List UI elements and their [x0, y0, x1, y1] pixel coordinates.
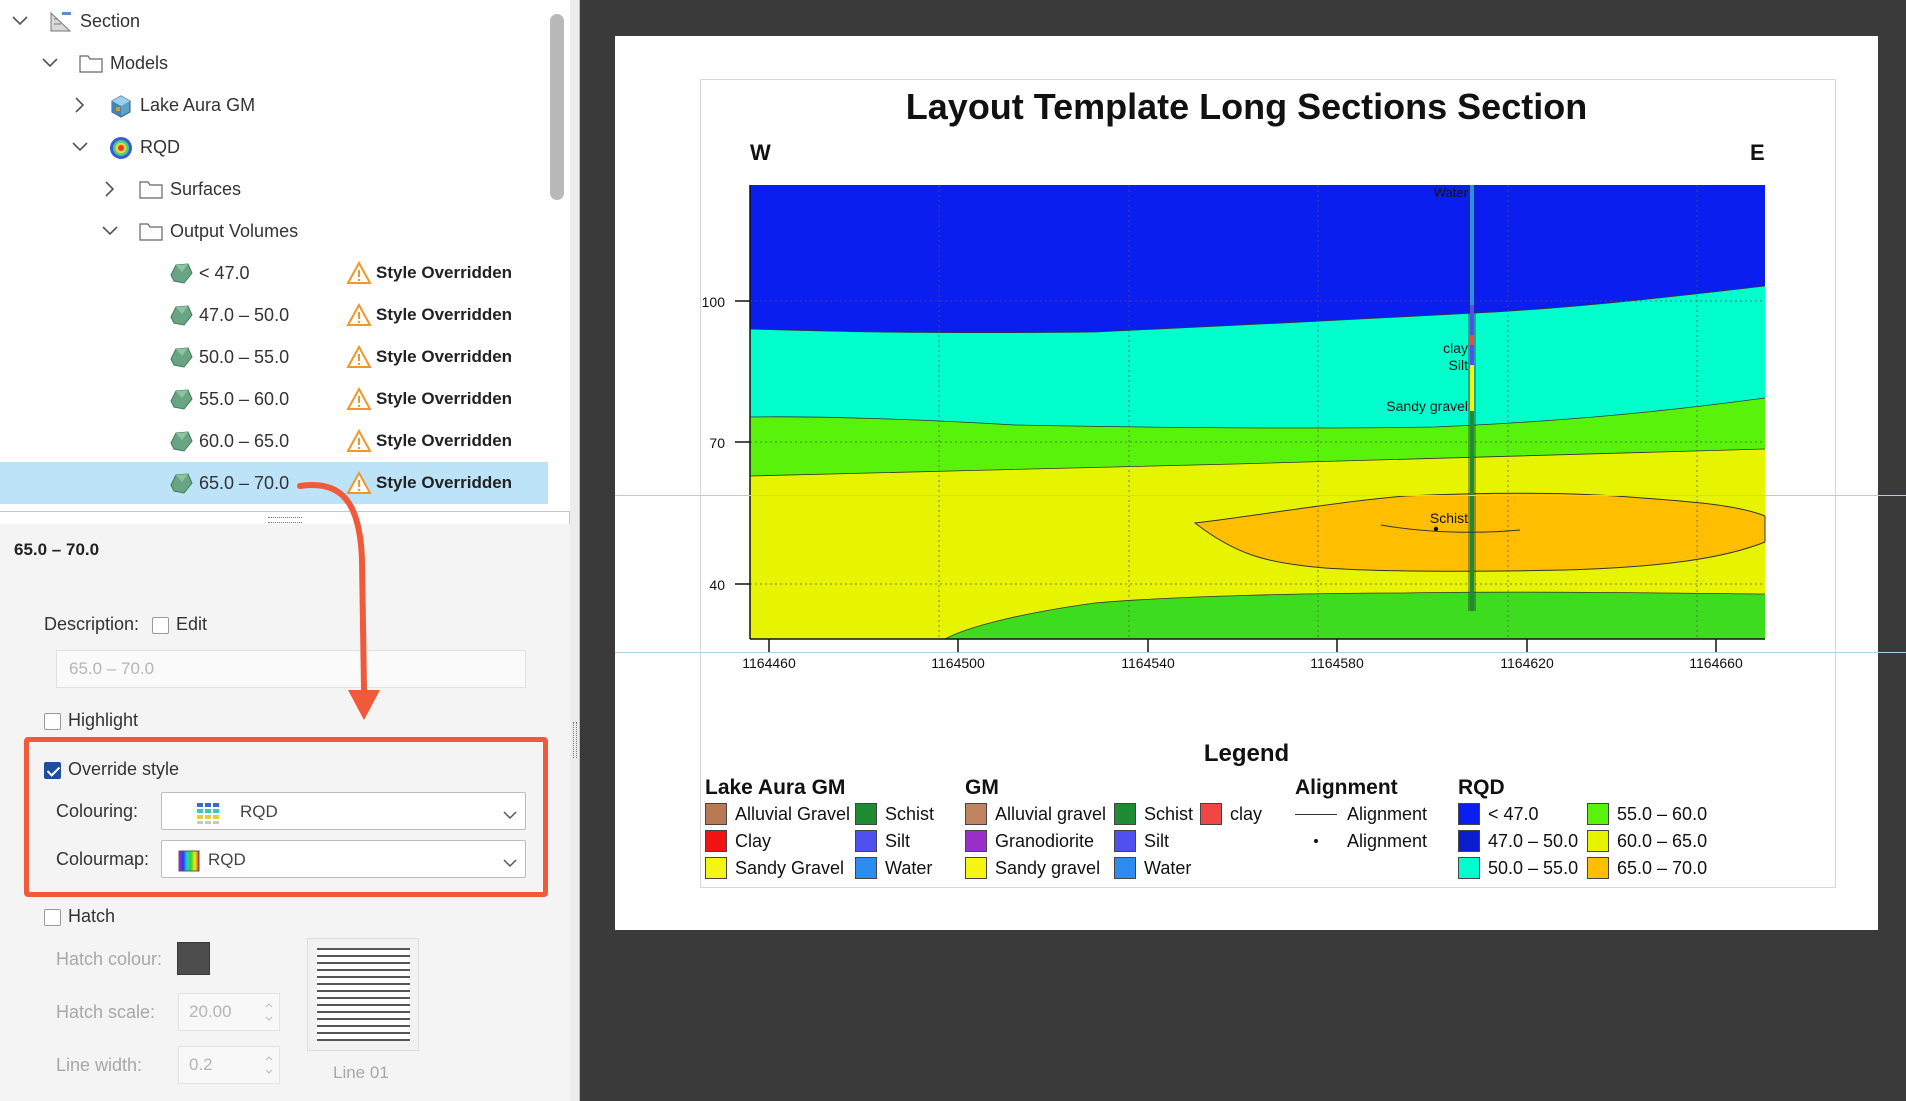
tree-item-rqd[interactable]: [0, 126, 548, 168]
legend-swatch: [965, 803, 987, 825]
volume-label: < 47.0: [199, 262, 250, 283]
legend-label: 47.0 – 50.0: [1488, 830, 1579, 851]
override-style-checkbox[interactable]: [44, 762, 61, 779]
tree-item-volume-selected[interactable]: [0, 462, 548, 504]
legend-item: [965, 856, 1100, 880]
legend-item: [1114, 856, 1191, 880]
legend-label: Water: [1144, 857, 1192, 878]
spin-down-icon[interactable]: [265, 1069, 273, 1075]
volume-label: 47.0 – 50.0: [199, 304, 290, 325]
legend-swatch: [1587, 857, 1609, 879]
override-style-label: Override style: [68, 759, 180, 779]
x-tick-label: 1164500: [931, 655, 985, 671]
legend-label: Clay: [735, 830, 772, 851]
legend-swatch: [1114, 803, 1136, 825]
alignment-point-symbol: [1295, 830, 1337, 852]
tree-item-label: Lake Aura GM: [140, 94, 256, 115]
legend-label: Granodiorite: [995, 830, 1095, 851]
chevron-down-icon[interactable]: [69, 136, 91, 158]
highlight-checkbox[interactable]: [44, 713, 61, 730]
x-tick-label: 1164620: [1500, 655, 1554, 671]
status-text: Style Overridden: [376, 431, 513, 450]
status-text: Style Overridden: [376, 305, 513, 324]
chevron-down-icon[interactable]: [99, 220, 121, 242]
legend-group-title: GM: [965, 776, 999, 799]
volume-icon: [168, 471, 192, 495]
vertical-splitter-handle[interactable]: [573, 722, 577, 758]
colourmap-select[interactable]: [161, 840, 526, 878]
volume-label: 60.0 – 65.0: [199, 430, 290, 451]
x-tick-label: 1164460: [742, 655, 796, 671]
spin-up-icon[interactable]: [265, 1055, 273, 1061]
legend-label: Water: [885, 857, 933, 878]
volume-label: 55.0 – 60.0: [199, 388, 290, 409]
status-text: Style Overridden: [376, 389, 513, 408]
legend-item: [855, 856, 932, 880]
legend-swatch: [855, 803, 877, 825]
tree-item-lake-aura-gm[interactable]: [0, 84, 548, 126]
edit-label: Edit: [176, 614, 208, 634]
spin-up-icon[interactable]: [265, 1002, 273, 1008]
spin-down-icon[interactable]: [265, 1016, 273, 1022]
hatch-scale-stepper[interactable]: [178, 993, 280, 1031]
legend-swatch: [1114, 857, 1136, 879]
status-text: Style Overridden: [376, 347, 513, 366]
legend-swatch: [1200, 803, 1222, 825]
rqd-model-icon: [108, 135, 132, 159]
line-pattern-preview[interactable]: [307, 938, 419, 1051]
tree-item-label: Output Volumes: [170, 220, 299, 241]
layout-page: [615, 36, 1878, 930]
chevron-down-icon: [503, 853, 517, 867]
legend-item: [1295, 829, 1427, 853]
hatch-colour-label: Hatch colour:: [56, 949, 163, 969]
tree-item-volume[interactable]: [0, 252, 548, 294]
legend-swatch: [1114, 830, 1136, 852]
alignment-line-symbol: [1295, 814, 1337, 815]
tree-item-surfaces[interactable]: [0, 168, 548, 210]
legend-title: Legend: [1203, 740, 1290, 767]
legend-swatch: [965, 857, 987, 879]
horizontal-splitter-handle[interactable]: [268, 517, 302, 523]
legend-swatch: [1587, 803, 1609, 825]
edit-checkbox[interactable]: [152, 617, 169, 634]
volume-icon: [168, 261, 192, 285]
warning-icon: [346, 261, 372, 285]
legend-swatch: [705, 857, 727, 879]
legend-item: [1200, 802, 1262, 826]
legend-item: [1458, 829, 1578, 853]
layout-title: Layout Template Long Sections Section: [905, 86, 1588, 127]
legend-item: [1114, 829, 1169, 853]
tree-item-label: Models: [110, 52, 169, 73]
status-text: Style Overridden: [376, 473, 513, 492]
line-width-label: Line width:: [56, 1055, 143, 1075]
warning-icon: [346, 429, 372, 453]
legend-swatch: [1458, 830, 1480, 852]
legend-label: Alignment: [1347, 830, 1428, 851]
hatch-scale-label: Hatch scale:: [56, 1002, 156, 1022]
legend-label: < 47.0: [1488, 803, 1539, 824]
folder-icon: [78, 51, 102, 75]
project-tree: [0, 0, 570, 512]
legend-item: [1114, 802, 1193, 826]
hatch-colour-swatch[interactable]: [177, 942, 210, 975]
legend-label: Alluvial gravel: [995, 803, 1107, 824]
x-tick-label: 1164580: [1310, 655, 1364, 671]
colourmap-icon: [178, 850, 200, 870]
line-width-stepper[interactable]: [178, 1046, 280, 1084]
legend-label: Schist: [1144, 803, 1194, 824]
warning-icon: [346, 303, 372, 327]
hatch-checkbox[interactable]: [44, 909, 61, 926]
line-pattern-swatch: [317, 948, 410, 1041]
tree-item-output-volumes[interactable]: [0, 210, 548, 252]
colouring-value: RQD: [240, 802, 278, 821]
warning-icon: [346, 345, 372, 369]
chevron-down-icon[interactable]: [39, 52, 61, 74]
vertical-splitter[interactable]: [570, 0, 580, 1101]
highlight-label: Highlight: [68, 710, 139, 730]
colouring-label: Colouring:: [56, 801, 139, 821]
description-field[interactable]: 65.0 – 70.0: [56, 650, 526, 688]
chevron-right-icon[interactable]: [69, 94, 91, 116]
volume-icon: [168, 387, 192, 411]
legend-label: Alignment: [1347, 803, 1428, 824]
colouring-icon: [196, 802, 220, 822]
legend-group-title: RQD: [1458, 776, 1505, 799]
x-tick-label: 1164540: [1121, 655, 1175, 671]
tree-item-models[interactable]: [0, 42, 548, 84]
legend-label: 55.0 – 60.0: [1617, 803, 1708, 824]
hatch-scale-value: 20.00: [189, 1002, 232, 1021]
tree-item-label: RQD: [140, 136, 180, 157]
warning-icon: [346, 387, 372, 411]
legend-item: [1458, 802, 1539, 826]
chevron-down-icon[interactable]: [9, 10, 31, 32]
geological-model-icon: [108, 93, 132, 117]
legend-label: Silt: [885, 830, 911, 851]
legend-swatch: [1458, 857, 1480, 879]
borehole-label: Schist: [1429, 510, 1468, 526]
legend-item: [1587, 856, 1707, 880]
legend-item: [1458, 856, 1578, 880]
borehole-label: Silt: [1448, 357, 1468, 373]
legend-swatch: [965, 830, 987, 852]
legend-group-title: Lake Aura GM: [705, 776, 846, 799]
legend-item: [1587, 829, 1707, 853]
properties-title: 65.0 – 70.0: [14, 540, 100, 559]
tree-item-volume[interactable]: [0, 420, 548, 462]
guide-line: [615, 652, 1906, 653]
x-tick-label: 1164660: [1689, 655, 1743, 671]
hatch-label: Hatch: [68, 906, 116, 926]
legend-label: Alluvial Gravel: [735, 803, 851, 824]
colourmap-value: RQD: [208, 850, 246, 869]
legend-label: Schist: [885, 803, 935, 824]
legend-item: [1587, 802, 1707, 826]
section-icon: [48, 9, 72, 33]
legend-swatch: [1587, 830, 1609, 852]
borehole-label: Water: [1433, 185, 1468, 200]
legend-label: 60.0 – 65.0: [1617, 830, 1708, 851]
left-panel: [0, 0, 570, 1101]
y-tick-label: 100: [701, 294, 725, 310]
west-label: W: [750, 140, 771, 165]
colouring-select[interactable]: [161, 792, 526, 830]
legend-item: [1295, 802, 1427, 826]
legend-swatch: [705, 803, 727, 825]
legend-item: [705, 856, 844, 880]
tree-item-label: Surfaces: [170, 178, 242, 199]
folder-icon: [138, 219, 162, 243]
status-text: Style Overridden: [376, 263, 513, 282]
legend-item: [965, 802, 1106, 826]
description-label: Description:: [44, 614, 140, 634]
legend-label: Sandy gravel: [995, 857, 1101, 878]
legend-swatch: [705, 830, 727, 852]
line-width-value: 0.2: [189, 1055, 213, 1074]
volume-icon: [168, 303, 192, 327]
legend-label: 65.0 – 70.0: [1617, 857, 1708, 878]
legend-swatch: [1458, 803, 1480, 825]
legend-label: 50.0 – 55.0: [1488, 857, 1579, 878]
legend-group-title: Alignment: [1295, 776, 1398, 799]
tree-item-label: Section: [80, 10, 141, 31]
chevron-down-icon: [503, 805, 517, 819]
warning-icon: [346, 471, 372, 495]
tree-item-section[interactable]: [0, 0, 548, 42]
east-label: E: [1750, 140, 1765, 165]
borehole-label: clay: [1443, 340, 1468, 356]
legend-item: [705, 829, 771, 853]
tree-item-volume[interactable]: [0, 378, 548, 420]
line-pattern-label: Line 01: [333, 1063, 389, 1082]
legend-swatch: [855, 857, 877, 879]
volume-icon: [168, 345, 192, 369]
y-tick-label: 70: [709, 435, 725, 451]
tree-scrollbar[interactable]: [550, 14, 564, 200]
legend-label: Sandy Gravel: [735, 857, 845, 878]
legend-label: clay: [1230, 803, 1263, 824]
borehole-label: Sandy gravel: [1386, 398, 1468, 414]
legend-item: [855, 802, 934, 826]
guide-line: [615, 495, 1906, 496]
legend-item: [855, 829, 910, 853]
volume-label: 65.0 – 70.0: [199, 472, 290, 493]
legend-item: [705, 802, 850, 826]
chevron-right-icon[interactable]: [99, 178, 121, 200]
tree-item-volume[interactable]: [0, 336, 548, 378]
volume-label: 50.0 – 55.0: [199, 346, 290, 367]
tree-item-volume[interactable]: [0, 294, 548, 336]
folder-icon: [138, 177, 162, 201]
legend-swatch: [855, 830, 877, 852]
legend-item: [965, 829, 1094, 853]
y-tick-label: 40: [709, 577, 725, 593]
colourmap-label: Colourmap:: [56, 849, 150, 869]
legend-label: Silt: [1144, 830, 1170, 851]
volume-icon: [168, 429, 192, 453]
